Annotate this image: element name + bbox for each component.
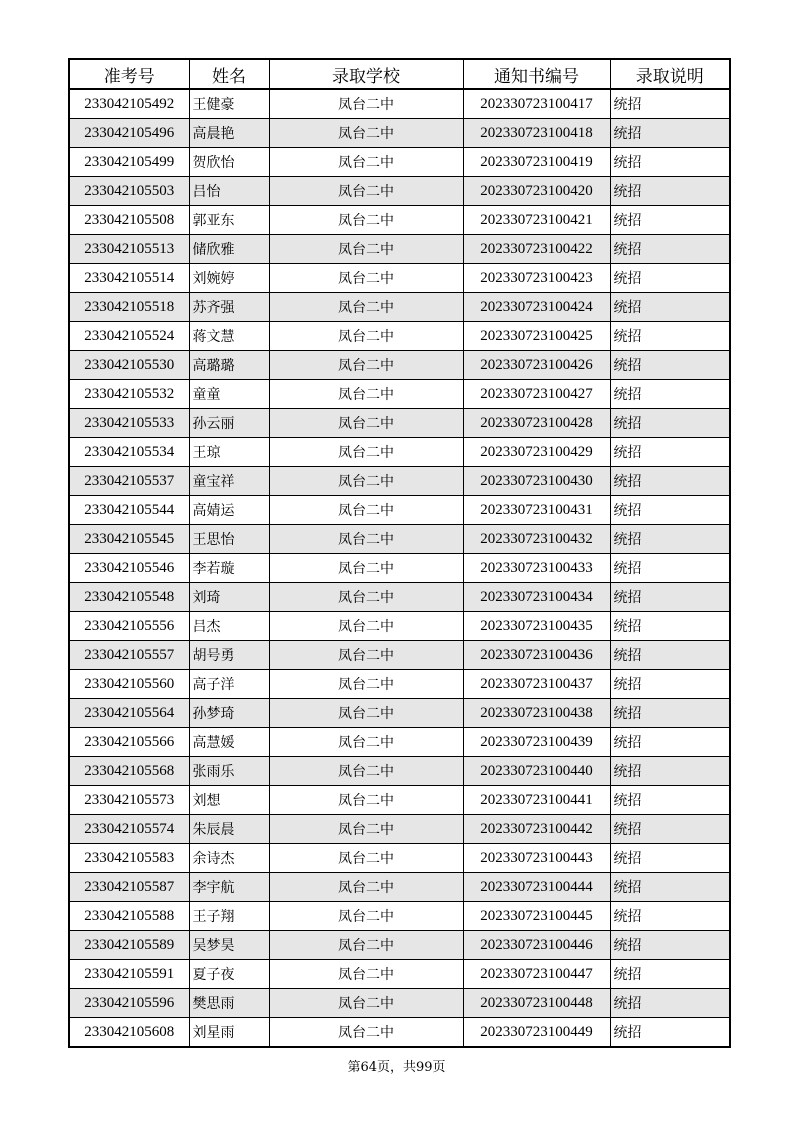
header-admission-note: 录取说明 [610,59,730,89]
cell-exam-number: 233042105573 [69,786,189,815]
cell-school: 凤台二中 [269,699,463,728]
cell-exam-number: 233042105589 [69,931,189,960]
cell-admission-note: 统招 [610,612,730,641]
table-row [69,264,730,293]
cell-school: 凤台二中 [269,757,463,786]
table-row [69,380,730,409]
cell-exam-number: 233042105546 [69,554,189,583]
cell-admission-note: 统招 [610,728,730,757]
cell-name: 刘星雨 [189,1018,269,1048]
cell-name: 李宇航 [189,873,269,902]
cell-name: 童童 [189,380,269,409]
cell-name: 朱辰晨 [189,815,269,844]
cell-name: 刘想 [189,786,269,815]
cell-name: 高子洋 [189,670,269,699]
cell-admission-note: 统招 [610,786,730,815]
cell-notice-number: 202330723100426 [463,351,610,380]
cell-name: 苏齐强 [189,293,269,322]
cell-school: 凤台二中 [269,206,463,235]
cell-exam-number: 233042105566 [69,728,189,757]
cell-school: 凤台二中 [269,409,463,438]
cell-admission-note: 统招 [610,989,730,1018]
cell-notice-number: 202330723100431 [463,496,610,525]
cell-name: 王思怡 [189,525,269,554]
cell-admission-note: 统招 [610,264,730,293]
cell-name: 樊思雨 [189,989,269,1018]
table-row [69,786,730,815]
cell-name: 郭亚东 [189,206,269,235]
cell-notice-number: 202330723100437 [463,670,610,699]
cell-school: 凤台二中 [269,931,463,960]
cell-admission-note: 统招 [610,525,730,554]
cell-exam-number: 233042105518 [69,293,189,322]
cell-school: 凤台二中 [269,89,463,119]
cell-notice-number: 202330723100427 [463,380,610,409]
cell-school: 凤台二中 [269,148,463,177]
cell-notice-number: 202330723100432 [463,525,610,554]
cell-school: 凤台二中 [269,612,463,641]
table-row [69,409,730,438]
cell-notice-number: 202330723100418 [463,119,610,148]
cell-exam-number: 233042105508 [69,206,189,235]
cell-name: 吴梦昊 [189,931,269,960]
cell-school: 凤台二中 [269,380,463,409]
cell-name: 高慧媛 [189,728,269,757]
cell-notice-number: 202330723100439 [463,728,610,757]
page-footer: 第64页，共99页 [347,1060,446,1075]
cell-admission-note: 统招 [610,931,730,960]
cell-admission-note: 统招 [610,583,730,612]
table-row [69,177,730,206]
cell-school: 凤台二中 [269,1018,463,1048]
cell-name: 孙梦琦 [189,699,269,728]
table-row [69,583,730,612]
cell-admission-note: 统招 [610,670,730,699]
cell-admission-note: 统招 [610,554,730,583]
cell-notice-number: 202330723100449 [463,1018,610,1048]
cell-name: 童宝祥 [189,467,269,496]
table-row [69,960,730,989]
cell-admission-note: 统招 [610,496,730,525]
cell-name: 贺欣怡 [189,148,269,177]
cell-school: 凤台二中 [269,960,463,989]
cell-school: 凤台二中 [269,786,463,815]
cell-admission-note: 统招 [610,409,730,438]
cell-notice-number: 202330723100422 [463,235,610,264]
cell-notice-number: 202330723100444 [463,873,610,902]
table-row [69,235,730,264]
table-row [69,467,730,496]
cell-name: 张雨乐 [189,757,269,786]
cell-notice-number: 202330723100429 [463,438,610,467]
cell-name: 夏子夜 [189,960,269,989]
cell-admission-note: 统招 [610,89,730,119]
table-row [69,699,730,728]
cell-admission-note: 统招 [610,467,730,496]
table-row [69,496,730,525]
cell-name: 高婧运 [189,496,269,525]
cell-exam-number: 233042105532 [69,380,189,409]
table-row [69,844,730,873]
cell-school: 凤台二中 [269,641,463,670]
cell-school: 凤台二中 [269,583,463,612]
table-row [69,902,730,931]
cell-school: 凤台二中 [269,844,463,873]
cell-school: 凤台二中 [269,496,463,525]
cell-school: 凤台二中 [269,815,463,844]
cell-notice-number: 202330723100423 [463,264,610,293]
cell-name: 高晨艳 [189,119,269,148]
cell-admission-note: 统招 [610,293,730,322]
header-school: 录取学校 [269,59,463,89]
cell-exam-number: 233042105534 [69,438,189,467]
table-row [69,1018,730,1048]
cell-exam-number: 233042105524 [69,322,189,351]
cell-name: 吕杰 [189,612,269,641]
cell-school: 凤台二中 [269,467,463,496]
cell-notice-number: 202330723100446 [463,931,610,960]
table-row [69,293,730,322]
cell-notice-number: 202330723100421 [463,206,610,235]
table-row [69,757,730,786]
cell-notice-number: 202330723100443 [463,844,610,873]
cell-exam-number: 233042105556 [69,612,189,641]
header-exam-number: 准考号 [69,59,189,89]
cell-notice-number: 202330723100440 [463,757,610,786]
cell-exam-number: 233042105568 [69,757,189,786]
cell-notice-number: 202330723100433 [463,554,610,583]
cell-exam-number: 233042105591 [69,960,189,989]
table-row [69,351,730,380]
cell-school: 凤台二中 [269,554,463,583]
table-row [69,119,730,148]
cell-notice-number: 202330723100436 [463,641,610,670]
cell-exam-number: 233042105533 [69,409,189,438]
cell-exam-number: 233042105544 [69,496,189,525]
cell-name: 李若璇 [189,554,269,583]
cell-name: 余诗杰 [189,844,269,873]
table-row [69,728,730,757]
cell-exam-number: 233042105499 [69,148,189,177]
cell-notice-number: 202330723100434 [463,583,610,612]
cell-name: 吕怡 [189,177,269,206]
cell-admission-note: 统招 [610,815,730,844]
cell-school: 凤台二中 [269,438,463,467]
cell-exam-number: 233042105588 [69,902,189,931]
cell-name: 王琼 [189,438,269,467]
cell-admission-note: 统招 [610,902,730,931]
cell-name: 储欣雅 [189,235,269,264]
cell-school: 凤台二中 [269,989,463,1018]
cell-exam-number: 233042105513 [69,235,189,264]
cell-notice-number: 202330723100424 [463,293,610,322]
cell-exam-number: 233042105574 [69,815,189,844]
cell-name: 王健豪 [189,89,269,119]
cell-school: 凤台二中 [269,322,463,351]
admission-table [68,58,731,1048]
cell-notice-number: 202330723100447 [463,960,610,989]
cell-exam-number: 233042105596 [69,989,189,1018]
cell-exam-number: 233042105564 [69,699,189,728]
table-row [69,612,730,641]
cell-exam-number: 233042105557 [69,641,189,670]
cell-admission-note: 统招 [610,699,730,728]
cell-exam-number: 233042105503 [69,177,189,206]
table-body [69,89,730,1047]
header-notice-number: 通知书编号 [463,59,610,89]
cell-admission-note: 统招 [610,177,730,206]
cell-admission-note: 统招 [610,322,730,351]
cell-exam-number: 233042105545 [69,525,189,554]
cell-admission-note: 统招 [610,438,730,467]
cell-notice-number: 202330723100448 [463,989,610,1018]
cell-name: 蒋文慧 [189,322,269,351]
table-row [69,206,730,235]
cell-notice-number: 202330723100441 [463,786,610,815]
cell-exam-number: 233042105583 [69,844,189,873]
cell-school: 凤台二中 [269,119,463,148]
admission-list-sheet [68,58,729,1048]
cell-name: 刘琦 [189,583,269,612]
cell-school: 凤台二中 [269,728,463,757]
cell-name: 孙云丽 [189,409,269,438]
cell-school: 凤台二中 [269,902,463,931]
table-row [69,989,730,1018]
table-row [69,931,730,960]
cell-admission-note: 统招 [610,960,730,989]
cell-admission-note: 统招 [610,148,730,177]
table-row [69,815,730,844]
cell-admission-note: 统招 [610,351,730,380]
cell-admission-note: 统招 [610,641,730,670]
cell-name: 高璐璐 [189,351,269,380]
cell-name: 胡号勇 [189,641,269,670]
cell-school: 凤台二中 [269,264,463,293]
cell-admission-note: 统招 [610,380,730,409]
cell-notice-number: 202330723100442 [463,815,610,844]
cell-name: 王子翔 [189,902,269,931]
cell-school: 凤台二中 [269,177,463,206]
cell-exam-number: 233042105537 [69,467,189,496]
cell-exam-number: 233042105492 [69,89,189,119]
cell-admission-note: 统招 [610,235,730,264]
table-row [69,322,730,351]
cell-exam-number: 233042105496 [69,119,189,148]
table-row [69,89,730,119]
header-name: 姓名 [189,59,269,89]
cell-exam-number: 233042105587 [69,873,189,902]
cell-notice-number: 202330723100438 [463,699,610,728]
table-row [69,438,730,467]
table-row [69,148,730,177]
table-row [69,554,730,583]
cell-school: 凤台二中 [269,293,463,322]
cell-notice-number: 202330723100445 [463,902,610,931]
cell-exam-number: 233042105560 [69,670,189,699]
cell-notice-number: 202330723100417 [463,89,610,119]
cell-admission-note: 统招 [610,1018,730,1048]
cell-school: 凤台二中 [269,525,463,554]
cell-name: 刘婉婷 [189,264,269,293]
table-row [69,525,730,554]
cell-notice-number: 202330723100435 [463,612,610,641]
cell-exam-number: 233042105530 [69,351,189,380]
cell-notice-number: 202330723100420 [463,177,610,206]
cell-notice-number: 202330723100419 [463,148,610,177]
cell-notice-number: 202330723100425 [463,322,610,351]
cell-school: 凤台二中 [269,235,463,264]
cell-notice-number: 202330723100428 [463,409,610,438]
cell-exam-number: 233042105608 [69,1018,189,1048]
cell-admission-note: 统招 [610,119,730,148]
table-header-row [69,59,730,89]
cell-exam-number: 233042105514 [69,264,189,293]
cell-admission-note: 统招 [610,757,730,786]
cell-school: 凤台二中 [269,873,463,902]
table-row [69,873,730,902]
cell-exam-number: 233042105548 [69,583,189,612]
table-row [69,670,730,699]
cell-school: 凤台二中 [269,351,463,380]
table-row [69,641,730,670]
cell-admission-note: 统招 [610,206,730,235]
cell-notice-number: 202330723100430 [463,467,610,496]
cell-school: 凤台二中 [269,670,463,699]
cell-admission-note: 统招 [610,873,730,902]
cell-admission-note: 统招 [610,844,730,873]
